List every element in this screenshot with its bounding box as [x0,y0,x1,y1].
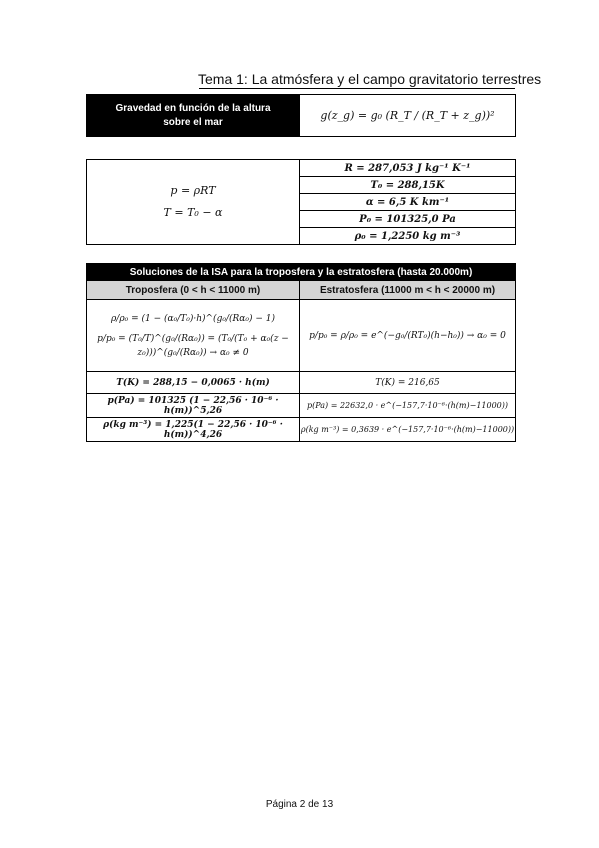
temperature-equation: T = T₀ − α [163,206,223,219]
troposfera-equations [87,300,300,372]
strato-temperature: T(K) = 216,65 [300,372,516,394]
estratosfera-equation: p/p₀ = ρ/ρ₀ = e^(−g₀/(RT₀)(h−h₀)) → α₀ = 0 [300,300,516,372]
constant-P0: P₀ = 101325,0 Pa [300,211,516,228]
constant-R: R = 287,053 J kg⁻¹ K⁻¹ [300,160,516,177]
gravity-formula [300,95,516,137]
tropo-density-ratio: ρ/ρ₀ = (1 − (α₀/T₀)·h)^(g₀/(Rα₀) − 1) [111,313,275,324]
tropo-pressure: p(Pa) = 101325 (1 − 22,56 · 10⁻⁶ · h(m))^5,26 [87,394,300,418]
gravity-label: Gravedad en función de la altura sobre el mar [87,95,300,137]
document-title: Tema 1: La atmósfera y el campo gravitatorio terrestres [198,71,542,87]
constant-T0: T₀ = 288,15K [300,177,516,194]
ideal-gas-equation: p = ρRT [170,184,216,197]
tropo-temperature: T(K) = 288,15 − 0,0065 · h(m) [87,372,300,394]
troposfera-header: Troposfera (0 < h < 11000 m) [87,281,300,300]
isa-equations [87,160,300,245]
gravity-table [86,94,516,137]
constant-alpha: α = 6,5 K km⁻¹ [300,194,516,211]
page-footer: Página 2 de 13 [265,799,334,810]
gravity-formula-text: g(z_g) = g₀ (R_T / (R_T + z_g))² [320,109,495,122]
isa-constants-table [86,159,516,245]
isa-solutions-table [86,263,516,442]
tropo-density: ρ(kg m⁻³) = 1,225(1 − 22,56 · 10⁻⁶ · h(m))^4,26 [87,418,300,442]
solutions-title: Soluciones de la ISA para la troposfera y la estratosfera (hasta 20.000m) [87,264,516,281]
strato-pressure: p(Pa) = 22632,0 · e^(−157,7·10⁻⁶·(h(m)−11000)) [300,394,516,418]
strato-density: ρ(kg m⁻³) = 0,3639 · e^(−157,7·10⁻⁶·(h(m)−11000)) [300,418,516,442]
title-rule [199,88,515,89]
constant-rho0: ρ₀ = 1,2250 kg m⁻³ [300,228,516,245]
estratosfera-header: Estratosfera (11000 m < h < 20000 m) [300,281,516,300]
tropo-pressure-ratio: p/p₀ = (T₀/T)^(g₀/(Rα₀)) = (T₀/(T₀ + α₀(z − z₀)))^(g₀/(Rα₀)) → α₀ ≠ 0 [97,333,289,358]
